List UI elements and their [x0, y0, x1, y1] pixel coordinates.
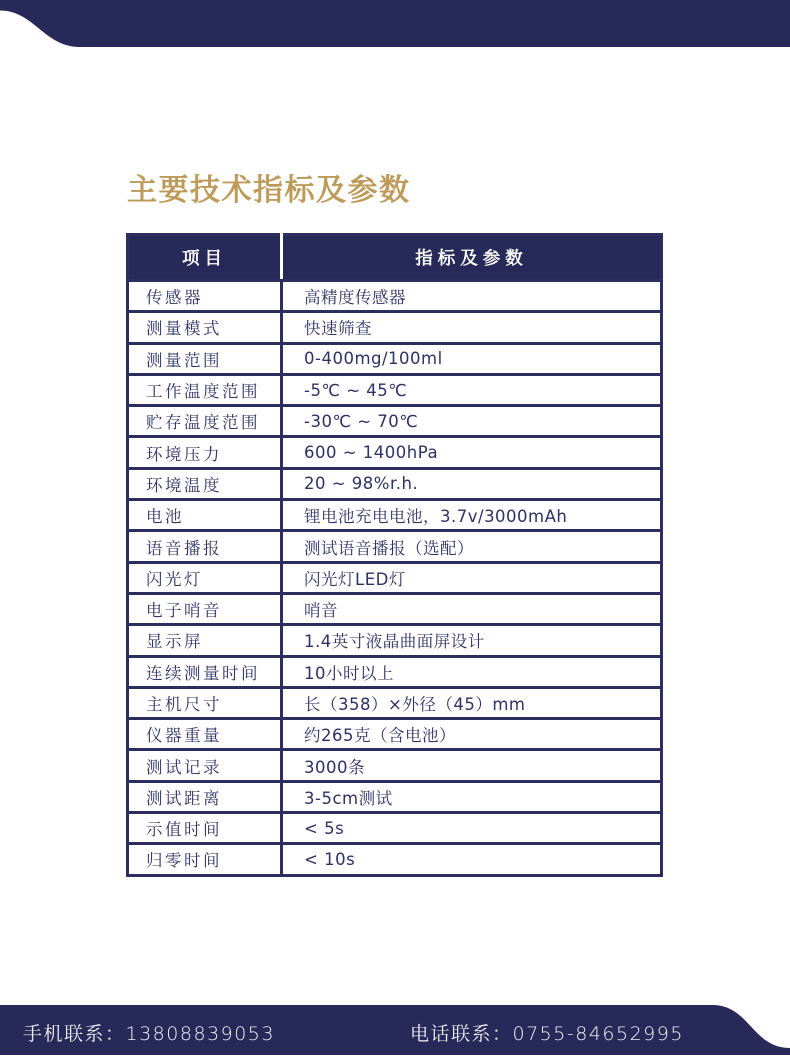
- spec-value-cell: 测试语音播报（选配）: [282, 531, 662, 562]
- table-row: [128, 656, 662, 687]
- spec-value-cell: 20 ~ 98%r.h.: [282, 468, 662, 499]
- spec-item-cell: 语音播报: [128, 531, 282, 562]
- spec-item-cell: 测试距离: [128, 781, 282, 812]
- spec-value-cell: -30℃ ~ 70℃: [282, 406, 662, 437]
- table-row: [128, 813, 662, 844]
- table-row: [128, 687, 662, 718]
- spec-item-cell: 测量模式: [128, 312, 282, 343]
- spec-item-cell: 测量范围: [128, 343, 282, 374]
- spec-value-cell: 1.4英寸液晶曲面屏设计: [282, 625, 662, 656]
- phone-contact: 电话联系：0755-84652995: [410, 1023, 684, 1045]
- spec-item-cell: 电池: [128, 500, 282, 531]
- table-row: [128, 343, 662, 374]
- spec-item-cell: 测试记录: [128, 750, 282, 781]
- spec-value-cell: 0-400mg/100ml: [282, 343, 662, 374]
- page-title: 主要技术指标及参数: [127, 173, 411, 208]
- footer-banner: [0, 1005, 790, 1055]
- spec-item-cell: 主机尺寸: [128, 687, 282, 718]
- spec-item-cell: 归零时间: [128, 844, 282, 875]
- spec-item-cell: 连续测量时间: [128, 656, 282, 687]
- spec-value-cell: < 5s: [282, 813, 662, 844]
- spec-value-cell: 长（358）×外径（45）mm: [282, 687, 662, 718]
- column-header-spec: 指标及参数: [282, 235, 662, 281]
- table-row: [128, 374, 662, 405]
- table-row: [128, 468, 662, 499]
- spec-value-cell: 闪光灯LED灯: [282, 562, 662, 593]
- spec-item-cell: 工作温度范围: [128, 374, 282, 405]
- spec-value-cell: -5℃ ~ 45℃: [282, 374, 662, 405]
- spec-item-cell: 仪器重量: [128, 719, 282, 750]
- spec-item-cell: 显示屏: [128, 625, 282, 656]
- spec-value-cell: 高精度传感器: [282, 281, 662, 312]
- spec-item-cell: 贮存温度范围: [128, 406, 282, 437]
- spec-value-cell: < 10s: [282, 844, 662, 875]
- spec-item-cell: 传感器: [128, 281, 282, 312]
- table-row: [128, 531, 662, 562]
- spec-value-cell: 约265克（含电池）: [282, 719, 662, 750]
- table-row: [128, 593, 662, 624]
- table-row: [128, 625, 662, 656]
- mobile-contact: 手机联系：13808839053: [23, 1023, 275, 1045]
- spec-table: [126, 233, 663, 877]
- table-row: [128, 562, 662, 593]
- table-row: [128, 281, 662, 312]
- table-row: [128, 750, 662, 781]
- spec-item-cell: 环境压力: [128, 437, 282, 468]
- table-row: [128, 406, 662, 437]
- table-row: [128, 437, 662, 468]
- spec-value-cell: 3-5cm测试: [282, 781, 662, 812]
- table-row: [128, 500, 662, 531]
- spec-value-cell: 10小时以上: [282, 656, 662, 687]
- spec-value-cell: 哨音: [282, 593, 662, 624]
- column-header-item: 项目: [128, 235, 282, 281]
- spec-value-cell: 3000条: [282, 750, 662, 781]
- spec-table-header-row: [128, 235, 662, 281]
- table-row: [128, 781, 662, 812]
- spec-item-cell: 闪光灯: [128, 562, 282, 593]
- header-banner-wave: [0, 0, 790, 47]
- spec-value-cell: 600 ~ 1400hPa: [282, 437, 662, 468]
- spec-item-cell: 电子哨音: [128, 593, 282, 624]
- spec-table-body: [128, 281, 662, 876]
- table-row: [128, 844, 662, 875]
- spec-value-cell: 锂电池充电电池，3.7v/3000mAh: [282, 500, 662, 531]
- spec-item-cell: 环境温度: [128, 468, 282, 499]
- table-row: [128, 719, 662, 750]
- table-row: [128, 312, 662, 343]
- spec-value-cell: 快速筛查: [282, 312, 662, 343]
- spec-item-cell: 示值时间: [128, 813, 282, 844]
